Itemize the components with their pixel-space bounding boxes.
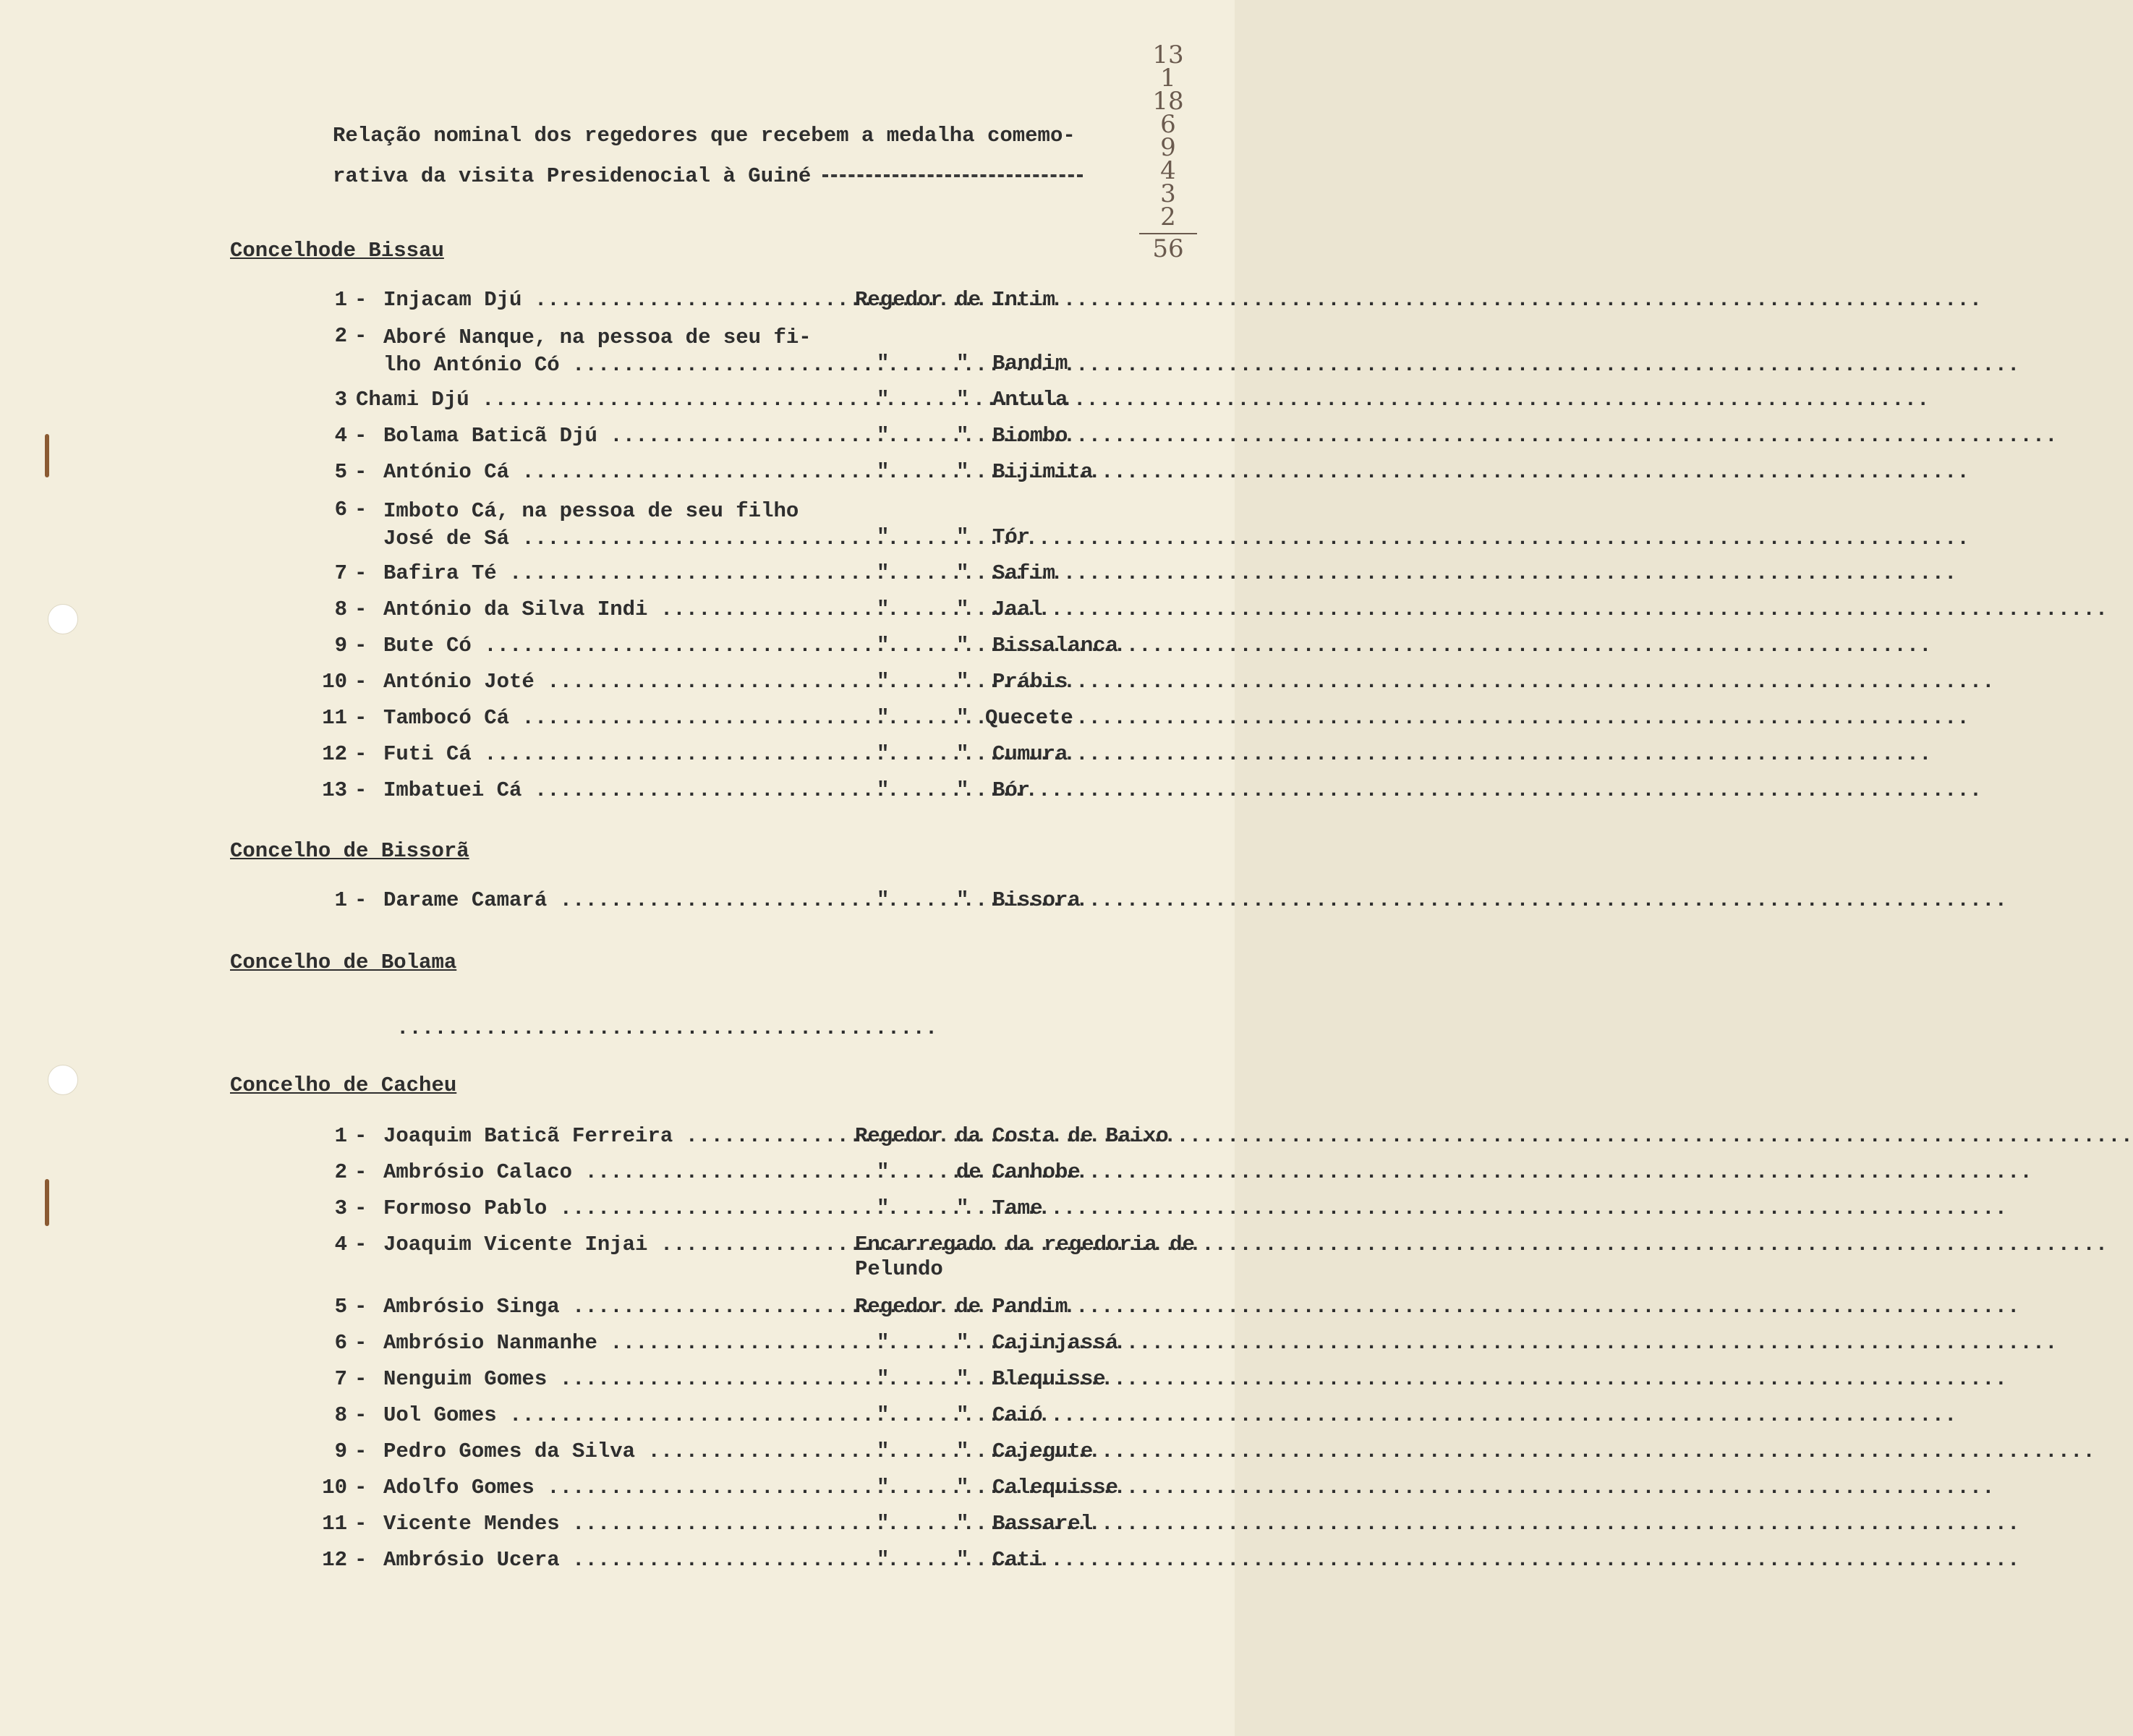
entry-dash: - (354, 1512, 367, 1536)
entry-role-2: " (956, 561, 969, 585)
entry-dash: - (354, 670, 367, 694)
entry-name: António Joté ..... (383, 670, 839, 694)
entry-place: Calequisse (992, 1476, 1119, 1499)
entry-number: 12 (322, 742, 347, 766)
section-header-bolama: Concelho de Bolama (230, 950, 457, 974)
entry-dash: - (354, 324, 367, 348)
entry-dash: - (354, 424, 367, 448)
entry-role: " (877, 1439, 890, 1463)
entry-name: Injacam Djú ..... (383, 288, 839, 312)
entry-name: António da Silva Indi ..... (383, 597, 839, 621)
entry-place: Safim (992, 561, 1056, 585)
entry-name-line-1: Imboto Cá, na pessoa de seu filho (383, 499, 799, 523)
entry-role: " (877, 778, 890, 802)
entry-dash: - (354, 460, 367, 484)
entry-number: 8 (334, 597, 347, 621)
title-line-1: Relação nominal dos regedores que recebem a medalha comemo- (333, 124, 1076, 148)
title-line-2-text: rativa da visita Presidenocial à Guiné (333, 164, 812, 188)
entry-number: 3 (334, 1196, 347, 1220)
handnote-line: 56 (1152, 234, 1184, 263)
section-header-cacheu: Concelho de Cacheu (230, 1073, 457, 1097)
entry-role-2: de (956, 1160, 982, 1184)
entry-number: 5 (334, 460, 347, 484)
entry-number: 7 (334, 561, 347, 585)
entry-place: Caió (992, 1403, 1043, 1427)
empty-list-dots: ........................................... (396, 1016, 938, 1040)
entry-number: 10 (322, 670, 347, 694)
rust-mark (45, 1179, 49, 1226)
entry-place: Quecete (985, 706, 1073, 730)
entry-role: " (877, 525, 890, 549)
entry-name: Ambrósio Calaco ..... (383, 1160, 839, 1184)
handnote-line: 13 (1152, 41, 1184, 69)
entry-name: Vicente Mendes ..... (383, 1512, 839, 1536)
entry-role: " (877, 460, 890, 484)
entry-dash: - (354, 288, 367, 312)
entry-number: 1 (334, 888, 347, 912)
document-title (333, 116, 1099, 197)
handnote-line: 1 (1160, 64, 1176, 93)
entry-dash: - (354, 1367, 367, 1391)
entry-name: Darame Camará ..... (383, 888, 839, 912)
entry-role-2: " (956, 424, 969, 448)
entry-role: Encarregado da regedoria de Pelundo (855, 1233, 1195, 1281)
entry-role: " (877, 1160, 890, 1184)
entry-role-2: " (956, 1403, 969, 1427)
entry-name-line-2: lho António Có ..... (383, 352, 839, 379)
entry-role-2: " (956, 888, 969, 912)
entry-role: " (877, 1476, 890, 1499)
entry-role: " (877, 1548, 890, 1572)
entry-place: Canhobe (992, 1160, 1081, 1184)
entry-number: 6 (334, 1331, 347, 1355)
rust-mark (45, 434, 49, 477)
entry-place: Pandim (992, 1295, 1068, 1319)
entry-place: Cajinjassá (992, 1331, 1119, 1355)
entry-place: Prábis (992, 670, 1068, 694)
entry-role: " (877, 1512, 890, 1536)
entry-name: Ambrósio Nanmanhe ..... (383, 1331, 839, 1355)
entry-role-2: " (956, 352, 969, 375)
handnote-line: 3 (1160, 179, 1176, 208)
handnote-line: 18 (1152, 87, 1184, 116)
entry-name: Bute Có ..... (383, 634, 839, 658)
entry-number: 2 (334, 1160, 347, 1184)
entry-dash: - (354, 888, 367, 912)
title-rule (822, 174, 1083, 177)
entry-number: 9 (334, 1439, 347, 1463)
entry-dash: - (354, 778, 367, 802)
entry-name: Pedro Gomes da Silva ..... (383, 1439, 839, 1463)
entry-place: Costa de Baixo (992, 1124, 1169, 1148)
entry-number: 11 (322, 706, 347, 730)
entry-name: Bafira Té ..... (383, 561, 839, 585)
entry-role: " (877, 1403, 890, 1427)
entry-place: Bandim (992, 352, 1068, 375)
entry-role: " (877, 424, 890, 448)
handnote-line: 4 (1160, 156, 1176, 185)
entry-role-2: " (956, 1476, 969, 1499)
entry-dash: - (354, 706, 367, 730)
entry-role: " (877, 388, 890, 412)
entry-name: Bolama Baticã Djú ..... (383, 424, 839, 448)
entry-number: 9 (334, 634, 347, 658)
entry-dash: - (354, 498, 367, 522)
entry-role-2: " (956, 525, 969, 549)
entry-place: Cajegute (992, 1439, 1094, 1463)
entry-place: Blequisse (992, 1367, 1106, 1391)
entry-dash: - (354, 1124, 367, 1148)
entry-name: Tambocó Cá ..... (383, 706, 839, 730)
entry-role: " (877, 888, 890, 912)
punch-hole (48, 604, 78, 634)
entry-role: " (877, 634, 890, 658)
entry-place: Bassarel (992, 1512, 1094, 1536)
entry-place: Cati (992, 1548, 1043, 1572)
entry-role: " (877, 742, 890, 766)
entry-number: 4 (334, 424, 347, 448)
section-header-bissora: Concelho de Bissorã (230, 839, 469, 863)
entry-name (383, 498, 839, 553)
entry-dash: - (354, 1403, 367, 1427)
entry-number: 12 (322, 1548, 347, 1572)
entry-role: " (877, 1367, 890, 1391)
entry-place: Cumura (992, 742, 1068, 766)
entry-role-2: " (956, 1331, 969, 1355)
entry-place: Intim (992, 288, 1056, 312)
entry-place: Tór (992, 525, 1031, 549)
entry-name: Futi Cá ..... (383, 742, 839, 766)
section-header-bissau: Concelhode Bissau (230, 239, 444, 263)
entry-name: Uol Gomes ..... (383, 1403, 839, 1427)
entry-dash: - (354, 1476, 367, 1499)
entry-role-2: " (956, 597, 969, 621)
entry-role-2: " (956, 388, 969, 412)
punch-hole (48, 1065, 78, 1095)
entry-role: " (877, 352, 890, 375)
entry-role-2: " (956, 1196, 969, 1220)
entry-dash: - (354, 597, 367, 621)
entry-number: 1 (334, 1124, 347, 1148)
entry-role-2: " (956, 742, 969, 766)
entry-number: 1 (334, 288, 347, 312)
entry-role-2: " (956, 670, 969, 694)
entry-number: 3 (334, 388, 347, 412)
title-line-2 (333, 156, 1099, 197)
entry-number: 8 (334, 1403, 347, 1427)
entry-name: Formoso Pablo ..... (383, 1196, 839, 1220)
entry-number: 6 (334, 498, 347, 522)
entry-dash: - (354, 1233, 367, 1256)
entry-role-2: " (956, 706, 969, 730)
entry-name-line-1: Aboré Nanque, na pessoa de seu fi- (383, 326, 812, 349)
entry-role-2: " (956, 1548, 969, 1572)
entry-name-line-2: José de Sá ..... (383, 525, 839, 553)
entry-place: Tame (992, 1196, 1043, 1220)
entry-role: " (877, 1331, 890, 1355)
entry-role-2: " (956, 460, 969, 484)
entry-role: " (877, 597, 890, 621)
entry-number: 2 (334, 324, 347, 348)
entry-dash: - (354, 1160, 367, 1184)
entry-name: Chami Djú ..... (356, 388, 839, 412)
entry-name: Ambrósio Singa ..... (383, 1295, 839, 1319)
entry-number: 5 (334, 1295, 347, 1319)
entry-number: 13 (322, 778, 347, 802)
entry-name: Adolfo Gomes ..... (383, 1476, 839, 1499)
entry-dash: - (354, 1548, 367, 1572)
entry-place: Bissalanca (992, 634, 1119, 658)
entry-role: Regedor da (855, 1124, 982, 1148)
handnote-line: 2 (1160, 203, 1176, 231)
entry-name: Nenguim Gomes ..... (383, 1367, 839, 1391)
handwritten-page-number (1139, 41, 1197, 263)
entry-name: Joaquim Baticã Ferreira ..... (383, 1124, 839, 1148)
entry-role: Regedor de (855, 1295, 982, 1319)
entry-place: Biombo (992, 424, 1068, 448)
entry-role: " (877, 1196, 890, 1220)
entry-number: 7 (334, 1367, 347, 1391)
entry-name: António Cá ..... (383, 460, 839, 484)
entry-name: Ambrósio Ucera ..... (383, 1548, 839, 1572)
entry-role: " (877, 561, 890, 585)
entry-role: " (877, 706, 890, 730)
entry-dash: - (354, 634, 367, 658)
entry-name: Joaquim Vicente Injai ..... (383, 1233, 839, 1256)
entry-number: 11 (322, 1512, 347, 1536)
entry-dash: - (354, 742, 367, 766)
entry-place: Jaal (992, 597, 1043, 621)
entry-dash: - (354, 1439, 367, 1463)
entry-dash: - (354, 561, 367, 585)
entry-name: Imbatuei Cá ..... (383, 778, 839, 802)
entry-role: " (877, 670, 890, 694)
entry-role-2: " (956, 634, 969, 658)
entry-name (383, 324, 839, 379)
entry-number: 4 (334, 1233, 347, 1256)
entry-place: Antula (992, 388, 1068, 412)
entry-role-2: " (956, 1512, 969, 1536)
handnote-line: 6 (1160, 110, 1176, 139)
entry-place: Bissora (992, 888, 1081, 912)
entry-place: Bór (992, 778, 1031, 802)
entry-place: Bijimita (992, 460, 1094, 484)
entry-role-2: " (956, 778, 969, 802)
handnote-line: 9 (1160, 133, 1176, 162)
entry-dash: - (354, 1331, 367, 1355)
entry-dash: - (354, 1295, 367, 1319)
entry-role-2: " (956, 1367, 969, 1391)
entry-role-2: " (956, 1439, 969, 1463)
entry-number: 10 (322, 1476, 347, 1499)
entry-dash: - (354, 1196, 367, 1220)
entry-role: Regedor de (855, 288, 982, 312)
